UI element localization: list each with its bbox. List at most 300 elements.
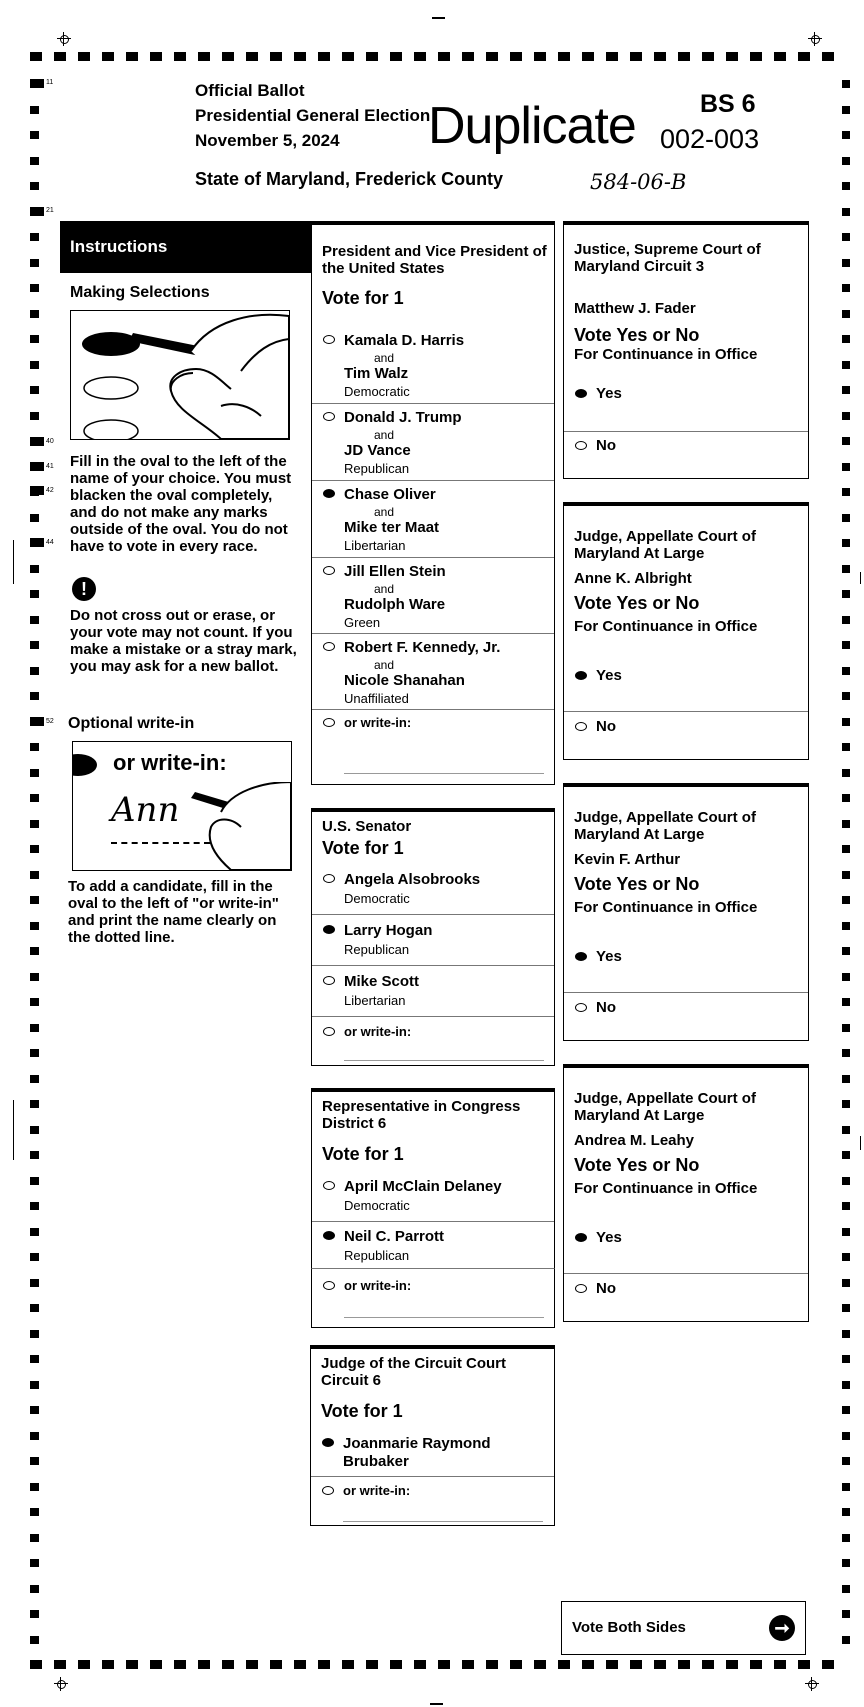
timing-mark <box>30 386 39 394</box>
vote-for: Vote for 1 <box>321 1401 403 1421</box>
contest-justice-fader <box>563 221 809 479</box>
party-name: Democratic <box>344 1198 410 1213</box>
timing-mark <box>842 743 850 751</box>
duplicate-stamp: Duplicate <box>428 97 636 155</box>
timing-mark <box>30 1610 39 1618</box>
timing-mark <box>678 1660 690 1669</box>
judge-name: Andrea M. Leahy <box>574 1132 695 1149</box>
yes-oval-selected[interactable] <box>575 952 587 961</box>
timing-mark <box>414 52 426 61</box>
writein-oval[interactable] <box>323 718 335 727</box>
timing-mark <box>30 717 44 726</box>
timing-mark <box>30 1457 39 1465</box>
writein-example-label: or write-in: <box>113 750 227 775</box>
timing-mark <box>842 1508 850 1516</box>
timing-mark <box>842 488 850 496</box>
timing-mark <box>702 52 714 61</box>
candidate-oval[interactable] <box>323 335 335 344</box>
separator <box>564 1273 808 1274</box>
timing-mark <box>30 1228 39 1236</box>
party-name: Libertarian <box>344 993 406 1008</box>
vote-yes-no: Vote Yes or No <box>574 325 700 345</box>
timing-mark <box>842 794 850 802</box>
timing-mark <box>842 386 850 394</box>
timing-mark <box>102 1660 114 1669</box>
writein-label: or write-in: <box>344 715 412 730</box>
timing-mark <box>842 973 850 981</box>
timing-mark <box>174 52 186 61</box>
running-mate-name: Tim Walz <box>344 365 409 382</box>
timing-mark <box>842 106 850 114</box>
contest-president <box>311 221 555 785</box>
running-mate-name: JD Vance <box>344 442 411 459</box>
timing-mark <box>842 667 850 675</box>
hand-with-pen-icon <box>191 782 291 870</box>
party-name: Republican <box>344 1248 410 1263</box>
separator <box>564 711 808 712</box>
timing-mark <box>30 871 39 879</box>
timing-mark <box>270 1660 282 1669</box>
timing-mark <box>774 1660 786 1669</box>
timing-mark <box>842 1279 850 1287</box>
optional-writein-heading: Optional write-in <box>68 715 195 732</box>
timing-mark <box>842 820 850 828</box>
candidate-oval-selected[interactable] <box>323 489 335 498</box>
timing-mark <box>30 52 42 61</box>
timing-mark <box>462 1660 474 1669</box>
candidate-oval[interactable] <box>323 642 335 651</box>
making-selections-heading: Making Selections <box>70 284 210 301</box>
no-oval[interactable] <box>575 1003 587 1012</box>
candidate-name: Kamala D. Harris <box>344 332 465 349</box>
timing-mark <box>726 1660 738 1669</box>
instructions-paragraph-1: Fill in the oval to the left of the name of your choice. You must blacken the oval completely, and do not make any marks outside of the oval. You do not have to vote in every race. <box>70 453 292 555</box>
timing-mark <box>842 718 850 726</box>
timing-mark <box>842 1406 850 1414</box>
timing-mark <box>486 52 498 61</box>
timing-mark <box>842 590 850 598</box>
timing-mark <box>438 52 450 61</box>
yes-oval-selected[interactable] <box>575 389 587 398</box>
contest-title: Judge, Appellate Court of Maryland At Large <box>574 528 756 562</box>
party-name: Republican <box>344 942 410 957</box>
timing-mark <box>842 1534 850 1542</box>
timing-mark <box>30 1508 39 1516</box>
timing-mark <box>270 52 282 61</box>
timing-mark <box>30 1202 39 1210</box>
timing-mark <box>150 1660 162 1669</box>
writein-oval[interactable] <box>323 1281 335 1290</box>
party-name: Democratic <box>344 891 410 906</box>
timing-mark <box>842 922 850 930</box>
timing-mark <box>842 1126 850 1134</box>
timing-mark <box>798 1660 810 1669</box>
instructions-paragraph-2: Do not cross out or erase, or your vote may not count. If you make a mistake or a stray mark, you may ask for a new ballot. <box>70 607 297 675</box>
timing-mark <box>30 207 44 216</box>
timing-mark <box>842 1049 850 1057</box>
and-label: and <box>374 582 395 596</box>
timing-mark <box>842 896 850 904</box>
timing-mark <box>654 1660 666 1669</box>
no-label: No <box>596 999 616 1016</box>
contest-title: Justice, Supreme Court of Maryland Circuit 3 <box>574 241 761 275</box>
vote-for: Vote for 1 <box>322 1144 404 1164</box>
candidate-oval-selected[interactable] <box>322 1438 334 1447</box>
timing-mark <box>842 437 850 445</box>
running-mate-name: Rudolph Ware <box>344 596 446 613</box>
and-label: and <box>374 658 395 672</box>
timing-mark <box>842 1100 850 1108</box>
pen-filling-oval-icon <box>71 311 289 439</box>
timing-label: 42 <box>46 487 54 494</box>
timing-mark <box>294 1660 306 1669</box>
scan-artifact-left-2 <box>13 1100 14 1160</box>
contest-title: Judge, Appellate Court of Maryland At Large <box>574 809 756 843</box>
candidate-name: Donald J. Trump <box>344 409 462 426</box>
contest-congress-writein <box>311 1268 555 1328</box>
candidate-name: Larry Hogan <box>344 922 433 939</box>
timing-mark <box>30 769 39 777</box>
timing-mark <box>842 514 850 522</box>
timing-mark <box>30 361 39 369</box>
timing-mark <box>842 157 850 165</box>
continuance-label: For Continuance in Office <box>574 1180 758 1197</box>
no-label: No <box>596 1280 616 1297</box>
handwritten-note: 584-06-B <box>590 170 687 194</box>
continuance-label: For Continuance in Office <box>574 899 758 916</box>
candidate-oval-selected[interactable] <box>323 925 335 934</box>
contest-judge-albright <box>563 502 809 760</box>
timing-mark <box>842 641 850 649</box>
timing-mark <box>30 79 44 88</box>
vote-yes-no: Vote Yes or No <box>574 874 700 894</box>
candidate-name: Robert F. Kennedy, Jr. <box>344 639 501 656</box>
timing-mark <box>30 616 39 624</box>
candidate-oval[interactable] <box>323 1181 335 1190</box>
timing-mark <box>318 52 330 61</box>
warning-icon: ! <box>72 577 96 601</box>
crop-mark-top-left <box>57 32 71 46</box>
timing-mark <box>246 1660 258 1669</box>
writein-line[interactable] <box>344 773 544 774</box>
crop-mark-bottom-left <box>54 1677 68 1691</box>
arrow-right-icon: ➞ <box>769 1615 795 1641</box>
no-oval[interactable] <box>575 441 587 450</box>
timing-mark <box>678 52 690 61</box>
timing-mark <box>30 106 39 114</box>
contest-title: Representative in Congress District 6 <box>322 1098 521 1132</box>
election-date: November 5, 2024 <box>195 131 340 150</box>
timing-label: 21 <box>46 207 54 214</box>
timing-mark <box>510 52 522 61</box>
no-label: No <box>596 718 616 735</box>
writein-line[interactable] <box>344 1317 544 1318</box>
timing-mark <box>842 565 850 573</box>
no-oval[interactable] <box>575 722 587 731</box>
timing-mark <box>774 52 786 61</box>
timing-label: 41 <box>46 463 54 470</box>
timing-mark <box>30 1049 39 1057</box>
timing-mark <box>842 1432 850 1440</box>
timing-mark <box>78 52 90 61</box>
timing-mark <box>30 565 39 573</box>
timing-mark <box>30 1151 39 1159</box>
timing-mark <box>30 947 39 955</box>
yes-oval-selected[interactable] <box>575 671 587 680</box>
timing-mark <box>842 1636 850 1644</box>
crop-mark-top-right <box>808 32 822 46</box>
timing-mark <box>582 52 594 61</box>
timing-mark <box>198 52 210 61</box>
timing-mark <box>30 259 39 267</box>
timing-mark <box>842 1355 850 1363</box>
party-name: Green <box>344 615 381 630</box>
timing-mark <box>30 1534 39 1542</box>
timing-mark <box>30 1279 39 1287</box>
continuance-label: For Continuance in Office <box>574 346 758 363</box>
timing-mark <box>822 52 834 61</box>
writein-example-name: Ann <box>111 790 180 830</box>
timing-mark <box>842 1330 850 1338</box>
party-name: Republican <box>344 461 410 476</box>
timing-mark <box>30 973 39 981</box>
timing-mark <box>842 871 850 879</box>
timing-mark <box>78 1660 90 1669</box>
timing-mark <box>606 1660 618 1669</box>
writein-illustration <box>72 741 292 871</box>
timing-mark <box>30 667 39 675</box>
separator <box>312 480 554 481</box>
candidate-oval[interactable] <box>323 874 335 883</box>
candidate-name: Joanmarie Raymond Brubaker <box>343 1435 491 1470</box>
instructions-header: Instructions <box>60 221 315 273</box>
running-mate-name: Mike ter Maat <box>344 519 440 536</box>
judge-name: Matthew J. Fader <box>574 300 696 317</box>
timing-mark <box>558 1660 570 1669</box>
timing-mark <box>30 641 39 649</box>
timing-mark <box>30 998 39 1006</box>
no-label: No <box>596 437 616 454</box>
continuance-label: For Continuance in Office <box>574 618 758 635</box>
timing-mark <box>30 1304 39 1312</box>
timing-mark <box>842 769 850 777</box>
bottom-center-tick <box>430 1703 443 1705</box>
jurisdiction: State of Maryland, Frederick County <box>195 169 504 189</box>
timing-mark <box>30 437 44 446</box>
timing-mark <box>414 1660 426 1669</box>
writein-line[interactable] <box>343 1521 543 1522</box>
contest-title: Judge of the Circuit Court Circuit 6 <box>321 1355 506 1389</box>
timing-mark <box>842 1024 850 1032</box>
timing-mark <box>842 616 850 624</box>
timing-mark <box>126 52 138 61</box>
timing-mark <box>842 284 850 292</box>
candidate-oval-selected[interactable] <box>323 1231 335 1240</box>
writein-oval[interactable] <box>323 1027 335 1036</box>
timing-mark <box>822 1660 834 1669</box>
timing-mark <box>30 1585 39 1593</box>
timing-mark <box>842 998 850 1006</box>
writein-line[interactable] <box>344 1060 544 1061</box>
timing-label: 40 <box>46 438 54 445</box>
timing-mark <box>126 1660 138 1669</box>
timing-mark <box>750 52 762 61</box>
timing-mark <box>842 463 850 471</box>
timing-label: 11 <box>46 79 54 86</box>
judge-name: Anne K. Albright <box>574 570 692 587</box>
timing-mark <box>702 1660 714 1669</box>
ballot-title: Official Ballot <box>195 81 305 100</box>
separator <box>312 914 554 915</box>
scan-artifact-right-2 <box>860 1136 861 1150</box>
writein-label: or write-in: <box>343 1483 411 1498</box>
timing-mark <box>534 52 546 61</box>
timing-mark <box>30 1253 39 1261</box>
timing-mark <box>842 1253 850 1261</box>
timing-mark <box>30 284 39 292</box>
timing-mark <box>30 1075 39 1083</box>
yes-label: Yes <box>596 385 622 402</box>
timing-mark <box>102 52 114 61</box>
judge-name: Kevin F. Arthur <box>574 851 681 868</box>
party-name: Unaffiliated <box>344 691 409 706</box>
yes-oval-selected[interactable] <box>575 1233 587 1242</box>
timing-mark <box>462 52 474 61</box>
timing-mark <box>842 1457 850 1465</box>
timing-mark <box>842 233 850 241</box>
yes-label: Yes <box>596 1229 622 1246</box>
contest-judge-leahy <box>563 1064 809 1322</box>
timing-mark <box>366 52 378 61</box>
timing-mark <box>222 52 234 61</box>
timing-mark <box>222 1660 234 1669</box>
timing-mark <box>30 335 39 343</box>
timing-mark <box>842 1381 850 1389</box>
timing-mark <box>842 310 850 318</box>
timing-mark <box>30 692 39 700</box>
vote-both-sides-box <box>561 1601 806 1655</box>
timing-mark <box>30 486 44 495</box>
timing-mark <box>30 1483 39 1491</box>
running-mate-name: Nicole Shanahan <box>344 672 465 689</box>
vote-yes-no: Vote Yes or No <box>574 1155 700 1175</box>
timing-mark <box>842 182 850 190</box>
separator <box>312 709 554 710</box>
timing-mark <box>30 1330 39 1338</box>
candidate-name: Neil C. Parrott <box>344 1228 445 1245</box>
contest-judge-arthur <box>563 783 809 1041</box>
timing-mark <box>30 845 39 853</box>
candidate-name: Chase Oliver <box>344 486 436 503</box>
timing-mark <box>654 52 666 61</box>
timing-mark <box>342 1660 354 1669</box>
timing-mark <box>30 1660 42 1669</box>
timing-mark <box>30 1100 39 1108</box>
top-center-tick <box>432 17 445 19</box>
timing-mark <box>30 896 39 904</box>
timing-mark <box>842 1075 850 1083</box>
contest-congress <box>311 1088 555 1270</box>
scan-artifact-left <box>13 540 14 584</box>
timing-mark <box>30 1177 39 1185</box>
timing-mark <box>30 1355 39 1363</box>
separator <box>312 403 554 404</box>
yes-label: Yes <box>596 667 622 684</box>
timing-mark <box>30 1636 39 1644</box>
marking-illustration <box>70 310 290 440</box>
timing-mark <box>30 743 39 751</box>
timing-mark <box>630 52 642 61</box>
writein-example-oval-icon <box>72 754 97 776</box>
timing-mark <box>842 1304 850 1312</box>
timing-mark <box>842 412 850 420</box>
separator <box>312 557 554 558</box>
no-oval[interactable] <box>575 1284 587 1293</box>
candidate-name: Mike Scott <box>344 973 420 990</box>
timing-mark <box>30 820 39 828</box>
timing-mark <box>842 361 850 369</box>
timing-mark <box>842 1559 850 1567</box>
timing-mark <box>30 1432 39 1440</box>
yes-label: Yes <box>596 948 622 965</box>
timing-mark <box>842 1585 850 1593</box>
timing-mark <box>30 794 39 802</box>
timing-mark <box>366 1660 378 1669</box>
party-name: Libertarian <box>344 538 406 553</box>
writein-label: or write-in: <box>344 1024 412 1039</box>
contest-circuit-judge <box>310 1345 555 1526</box>
vote-yes-no: Vote Yes or No <box>574 593 700 613</box>
timing-mark <box>438 1660 450 1669</box>
timing-mark <box>842 131 850 139</box>
ballot-number: 002-003 <box>660 124 760 154</box>
candidate-oval[interactable] <box>323 566 335 575</box>
timing-mark <box>842 1483 850 1491</box>
timing-mark <box>726 52 738 61</box>
timing-label: 52 <box>46 718 54 725</box>
writein-label: or write-in: <box>344 1278 412 1293</box>
timing-mark <box>30 412 39 420</box>
timing-mark <box>30 1406 39 1414</box>
and-label: and <box>374 505 395 519</box>
candidate-name: Jill Ellen Stein <box>344 563 446 580</box>
scan-artifact-right <box>860 572 861 584</box>
timing-mark <box>842 539 850 547</box>
timing-mark <box>30 922 39 930</box>
timing-mark <box>30 590 39 598</box>
timing-mark <box>30 462 44 471</box>
writein-oval[interactable] <box>322 1486 334 1495</box>
candidate-oval[interactable] <box>323 976 335 985</box>
party-name: Democratic <box>344 384 410 399</box>
and-label: and <box>374 428 395 442</box>
timing-mark <box>294 52 306 61</box>
timing-mark <box>534 1660 546 1669</box>
election-name: Presidential General Election <box>195 106 431 125</box>
vote-both-sides-label: Vote Both Sides <box>572 1619 686 1636</box>
separator <box>312 1016 554 1017</box>
timing-mark <box>30 538 44 547</box>
timing-mark <box>630 1660 642 1669</box>
timing-mark <box>842 80 850 88</box>
timing-mark <box>486 1660 498 1669</box>
timing-mark <box>582 1660 594 1669</box>
timing-mark <box>842 208 850 216</box>
contest-senator <box>311 808 555 1066</box>
candidate-oval[interactable] <box>323 412 335 421</box>
separator <box>312 965 554 966</box>
timing-mark <box>842 845 850 853</box>
